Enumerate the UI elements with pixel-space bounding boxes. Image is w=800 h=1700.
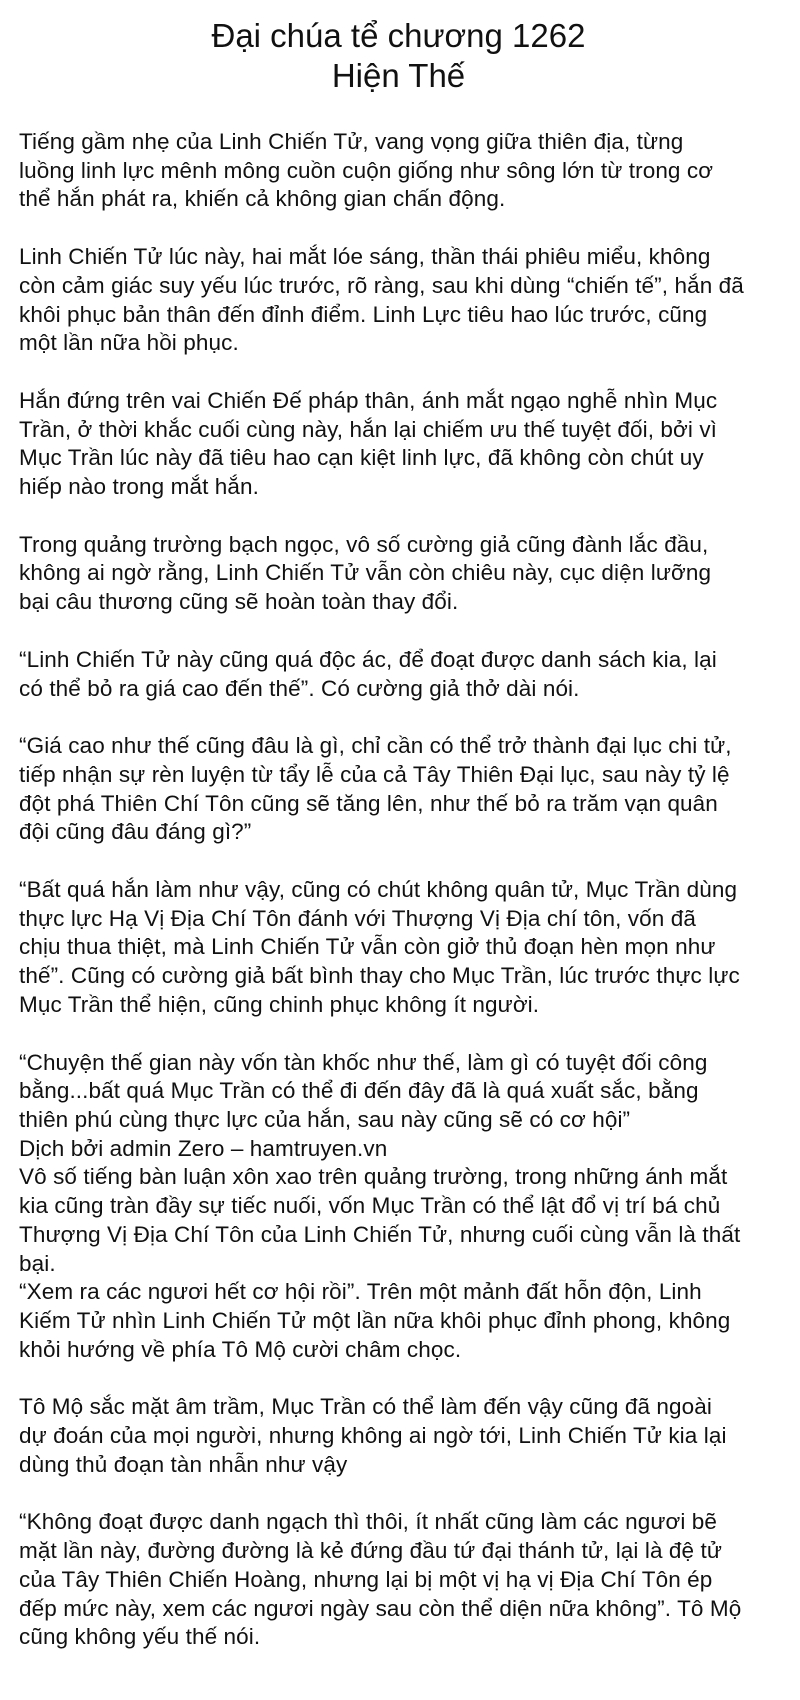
paragraph-line: không ai ngờ rằng, Linh Chiến Tử vẫn còn chiêu này, cục diện lưỡng xyxy=(19,560,712,586)
paragraph xyxy=(19,1393,778,1479)
paragraph-line: tiếp nhận sự rèn luyện từ tẩy lễ của cả Tây Thiên Đại lục, sau này tỷ lệ xyxy=(19,761,730,787)
paragraph xyxy=(19,243,778,358)
paragraph-line: Tiếng gầm nhẹ của Linh Chiến Tử, vang vọng giữa thiên địa, từng xyxy=(19,129,684,154)
paragraph-line: hiếp nào trong mắt hắn. xyxy=(19,474,259,500)
paragraph-line: Mục Trần lúc này đã tiêu hao cạn kiệt linh lực, đã không còn chút uy xyxy=(19,445,704,471)
paragraph-line: đội cũng đâu đáng gì?” xyxy=(19,819,252,845)
paragraph xyxy=(19,1508,778,1652)
paragraph-line: Mục Trần thể hiện, cũng chinh phục không ít người. xyxy=(19,991,540,1017)
paragraph-line: Tô Mộ sắc mặt âm trầm, Mục Trần có thể làm đến vậy cũng đã ngoài xyxy=(19,1394,712,1420)
chapter-title-line: Đại chúa tể chương 1262 xyxy=(211,17,586,54)
paragraph-line: bại. xyxy=(19,1250,56,1276)
paragraph-line: Kiếm Tử nhìn Linh Chiến Tử một lần nữa khôi phục đỉnh phong, không xyxy=(19,1307,731,1333)
paragraph-line: khôi phục bản thân đến đỉnh điểm. Linh Lực tiêu hao lúc trước, cũng xyxy=(19,301,708,327)
paragraph-line: Vô số tiếng bàn luận xôn xao trên quảng trường, trong những ánh mắt xyxy=(19,1164,728,1190)
paragraph-line: chịu thua thiệt, mà Linh Chiến Tử vẫn còn giở thủ đoạn hèn mọn như xyxy=(19,934,716,960)
paragraph xyxy=(19,1278,778,1364)
paragraph-line: khỏi hướng về phía Tô Mộ cười châm chọc. xyxy=(19,1336,462,1362)
paragraph-line: Linh Chiến Tử lúc này, hai mắt lóe sáng, thần thái phiêu miểu, không xyxy=(19,244,711,270)
paragraph xyxy=(19,531,778,617)
paragraph xyxy=(19,876,778,1020)
chapter-title xyxy=(19,16,778,96)
paragraph-line: “Xem ra các ngươi hết cơ hội rồi”. Trên một mảnh đất hỗn độn, Linh xyxy=(19,1279,702,1305)
paragraph xyxy=(19,128,778,214)
paragraph-line: Hắn đứng trên vai Chiến Đế pháp thân, ánh mắt ngạo nghễ nhìn Mục xyxy=(19,387,718,413)
paragraph-line: “Bất quá hắn làm như vậy, cũng có chút không quân tử, Mục Trần dùng xyxy=(19,877,738,903)
paragraph xyxy=(19,387,778,502)
paragraph-line: Trong quảng trường bạch ngọc, vô số cường giả cũng đành lắc đầu, xyxy=(19,531,709,557)
paragraph-line: mặt lần này, đường đường là kẻ đứng đầu tứ đại thánh tử, lại là đệ tử xyxy=(19,1538,723,1564)
paragraph xyxy=(19,1049,778,1279)
paragraph-line: thiên phú cùng thực lực của hắn, sau này cũng sẽ có cơ hội” xyxy=(19,1106,631,1132)
paragraph-line: một lần nữa hồi phục. xyxy=(19,330,239,356)
paragraph-line: “Chuyện thế gian này vốn tàn khốc như thế, làm gì có tuyệt đối công xyxy=(19,1049,708,1075)
paragraph-line: còn cảm giác suy yếu lúc trước, rõ ràng, sau khi dùng “chiến tế”, hắn đã xyxy=(19,272,744,298)
paragraph xyxy=(19,646,778,703)
chapter-subtitle-line: Hiện Thế xyxy=(331,57,466,94)
paragraph-line: đếp mức này, xem các ngươi ngày sau còn thể diện nữa không”. Tô Mộ xyxy=(19,1595,742,1621)
paragraph-line: Trần, ở thời khắc cuối cùng này, hắn lại chiếm ưu thế tuyệt đối, bởi vì xyxy=(19,416,718,442)
paragraph-line: của Tây Thiên Chiến Hoàng, nhưng lại bị một vị hạ vị Địa Chí Tôn ép xyxy=(19,1566,713,1592)
paragraph-line: “Không đoạt được danh ngạch thì thôi, ít nhất cũng làm các ngươi bẽ xyxy=(19,1509,718,1535)
paragraph-line: cũng không yếu thế nói. xyxy=(19,1624,261,1650)
paragraph-line: dự đoán của mọi người, nhưng không ai ngờ tới, Linh Chiến Tử kia lại xyxy=(19,1423,727,1449)
paragraph xyxy=(19,732,778,847)
paragraph-line: thực lực Hạ Vị Địa Chí Tôn đánh với Thượng Vị Địa chí tôn, vốn đã xyxy=(19,905,696,931)
paragraph-line: thế”. Cũng có cường giả bất bình thay cho Mục Trần, lúc trước thực lực xyxy=(19,963,740,989)
paragraph-line: dùng thủ đoạn tàn nhẫn như vậy xyxy=(19,1451,348,1477)
article-body xyxy=(19,128,778,1652)
paragraph-line: “Linh Chiến Tử này cũng quá độc ác, để đoạt được danh sách kia, lại xyxy=(19,646,717,672)
paragraph-line: đột phá Thiên Chí Tôn cũng sẽ tăng lên, như thế bỏ ra trăm vạn quân xyxy=(19,790,718,816)
paragraph-line: luồng linh lực mênh mông cuồn cuộn giống như sông lớn từ trong cơ xyxy=(19,157,714,183)
paragraph-line: kia cũng tràn đầy sự tiếc nuối, vốn Mục Trần có thể lật đổ vị trí bá chủ xyxy=(19,1193,721,1219)
paragraph-line: có thể bỏ ra giá cao đến thế”. Có cường giả thở dài nói. xyxy=(19,675,580,701)
paragraph-line: bằng...bất quá Mục Trần có thể đi đến đây đã là quá xuất sắc, bằng xyxy=(19,1078,699,1104)
paragraph-line: “Giá cao như thế cũng đâu là gì, chỉ cần có thể trở thành đại lục chi tử, xyxy=(19,733,732,759)
paragraph-line: Dịch bởi admin Zero – hamtruyen.vn xyxy=(19,1135,388,1161)
paragraph-line: bại câu thương cũng sẽ hoàn toàn thay đổi. xyxy=(19,589,459,615)
paragraph-line: thể hắn phát ra, khiến cả không gian chấn động. xyxy=(19,186,506,212)
paragraph-line: Thượng Vị Địa Chí Tôn của Linh Chiến Tử, nhưng cuối cùng vẫn là thất xyxy=(19,1221,741,1247)
